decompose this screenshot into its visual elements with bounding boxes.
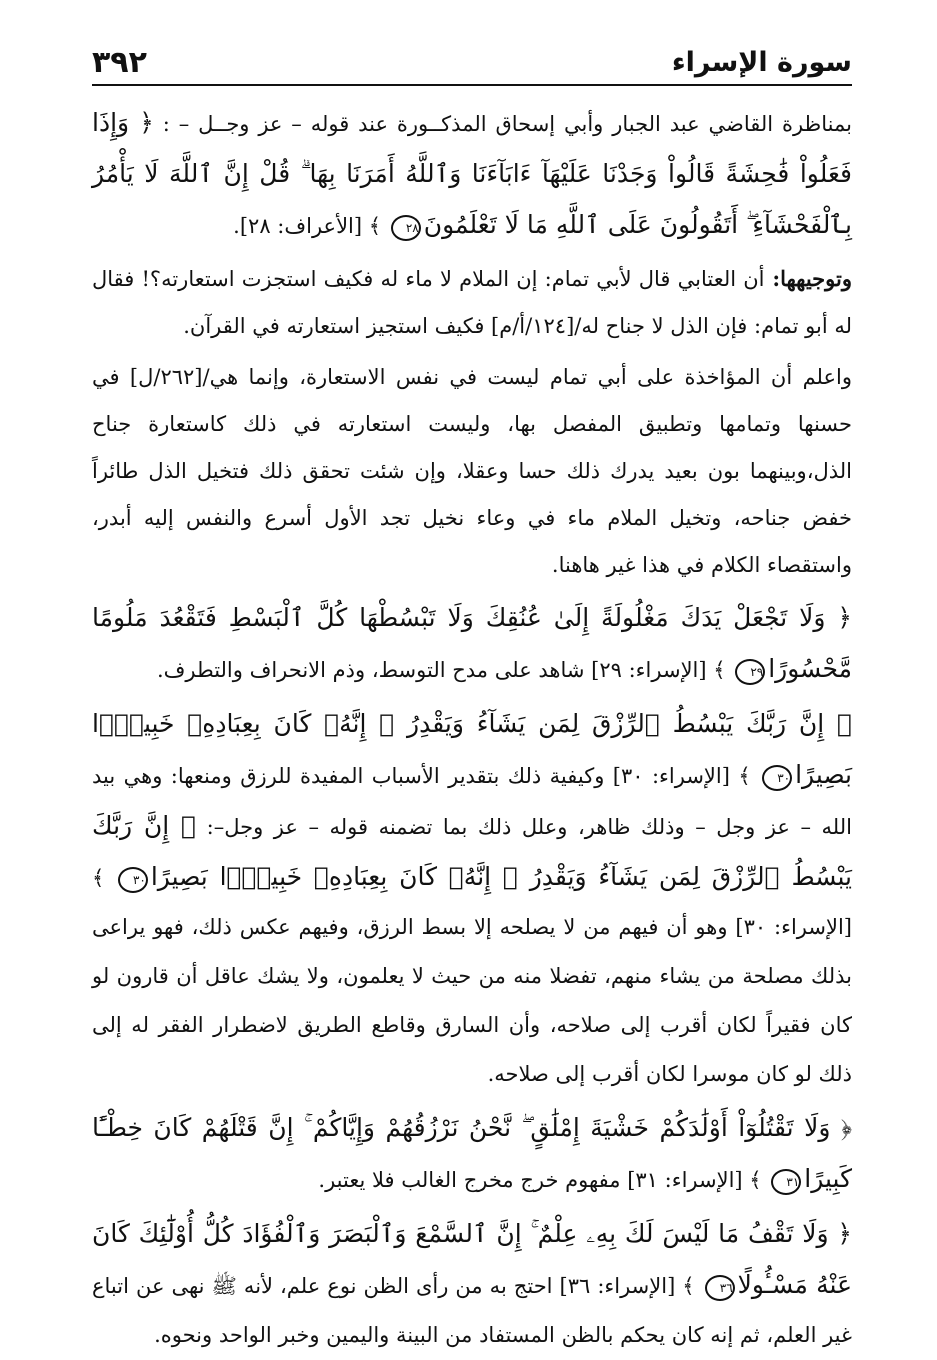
paragraph — [92, 699, 852, 1099]
paragraph — [92, 255, 852, 350]
header-rule — [92, 84, 852, 86]
quran-verse: ﴿ إِنَّ رَبَّكَ يَبْسُطُ ٱلرِّزْقَ لِمَن يَشَآءُ وَيَقْدِرُ ۚ إِنَّهُۥ كَانَ بِعِبَادِهِۦ خَبِيرًۢا بَصِيرًا — [92, 709, 852, 789]
commentary-text: ﴾ [الإسراء: ٣٦] احتج به من رأى الظن نوع علم، لأنه ﷺ نهى عن اتباع غير العلم، ثم إنه كان يحكم بالظن المستفاد من البينة واليمين وخبر الواحد ونحوه. — [92, 1274, 852, 1347]
quran-verse: ﴿ وَإِذَا فَعَلُواْ فَٰحِشَةً قَالُواْ وَجَدْنَا عَلَيْهَآ ءَابَآءَنَا وَٱللَّهُ أَمَرَنَا بِهَا ۗ قُلْ إِنَّ ٱللَّهَ لَا يَأْمُرُ بِٱلْفَحْشَآءِ ۖ أَتَقُولُونَ عَلَى ٱللَّهِ مَا لَا تَعْلَمُونَ — [92, 108, 852, 239]
page-number: ٣٩٢ — [92, 45, 147, 80]
paragraph — [92, 1209, 852, 1360]
ayah-number-marker: ٣١ — [771, 1169, 801, 1195]
commentary-text: بمناظرة القاضي عبد الجبار وأبي إسحاق المذكــورة عند قوله – عز وجــل – : — [153, 112, 852, 136]
commentary-text: أن العتابي قال لأبي تمام: إن الملام لا ماء له فكيف استجزت استعارته؟! فقال له أبو تمام: فإن الذل لا جناح له/[١٢٤/أ/م] فكيف استجيز استعارته في القرآن. — [92, 267, 852, 338]
ayah-number-marker: ٣٦ — [705, 1275, 735, 1301]
quran-verse: ﴿ إِنَّ رَبَّكَ يَبْسُطُ ٱلرِّزْقَ لِمَن يَشَآءُ وَيَقْدِرُ ۚ إِنَّهُۥ كَانَ بِعِبَادِهِۦ خَبِيرًۢا بَصِيرًا — [92, 811, 852, 891]
section-lead: وتوجيهها: — [764, 266, 852, 291]
quran-verse: ﴿ وَلَا تَقْفُ مَا لَيْسَ لَكَ بِهِۦ عِلْمٌ ۚ إِنَّ ٱلسَّمْعَ وَٱلْبَصَرَ وَٱلْفُؤَادَ كُلُّ أُوْلَٰٓئِكَ كَانَ عَنْهُ مَسْـُٔولًا — [92, 1219, 852, 1299]
paragraph — [92, 98, 852, 251]
commentary-text: واعلم أن المؤاخذة على أبي تمام ليست في نفس الاستعارة، وإنما هي/[٢٦٢/ل] في حسنها وتمامها وتطبيق المفصل بها، وليست استعارته في ذلك كاستعارة جناح الذل،وبينهما بون بعيد يدرك ذلك حسا وعقلا، وإن شئت تحقق ذلك فتخيل الذل طائراً خفض جناحه، وتخيل الملام ماء في وعاء نخيل تجد الأول أسرع والنفس إليه أبدر، واستقصاء الكلام في هذا غير هاهنا. — [92, 365, 852, 577]
paragraph — [92, 354, 852, 589]
page-body — [92, 98, 852, 1360]
surah-title: سورة الإسراء — [671, 47, 852, 78]
commentary-text: ﴾ [الإسراء: ٣٠] وهو أن فيهم من لا يصلحه إلا بسط الرزق، وفيهم عكس ذلك، فهو يراعى بذلك مصلحة من يشاء منهم، تفضلا منه من حيث لا يعلمون، ولا يشك عاقل أن قارون لو كان فقيراً لكان أقرب إلى صلاحه، وأن السارق وقاطع الطريق لاضطرار الفقر له إلى ذلك لو كان موسرا لكان أقرب إلى صلاحه. — [92, 866, 852, 1086]
quran-verse: ﴿ وَلَا تَقْتُلُوٓاْ أَوْلَٰدَكُمْ خَشْيَةَ إِمْلَٰقٍ ۖ نَّحْنُ نَرْزُقُهُمْ وَإِيَّاكُمْ ۚ إِنَّ قَتْلَهُمْ كَانَ خِطْـًٔا كَبِيرًا — [92, 1113, 852, 1193]
paragraph — [92, 1103, 852, 1205]
book-page — [92, 30, 852, 1347]
commentary-text: ﴾ [الأعراف: ٢٨]. — [233, 214, 388, 238]
ayah-number-marker: ٢٨ — [391, 215, 421, 241]
commentary-text: ﴾ [الإسراء: ٢٩] شاهد على مدح التوسط، وذم الانحراف والتطرف. — [156, 658, 733, 682]
paragraph — [92, 593, 852, 695]
commentary-text: ﴾ [الإسراء: ٣٠] وكيفية ذلك بتقدير الأسباب المفيدة للرزق ومنعها: وهي بيد الله – عز وجل – وذلك ظاهر، وعلل ذلك بما تضمنه قوله – عز وجل–: — [92, 764, 852, 839]
ayah-number-marker: ٣٠ — [118, 867, 148, 893]
quran-verse: ﴿ وَلَا تَجْعَلْ يَدَكَ مَغْلُولَةً إِلَىٰ عُنُقِكَ وَلَا تَبْسُطْهَا كُلَّ ٱلْبَسْطِ فَتَقْعُدَ مَلُومًا مَّحْسُورًا — [92, 603, 852, 683]
commentary-text: ﴾ [الإسراء: ٣١] مفهوم خرج مخرج الغالب فلا يعتبر. — [318, 1168, 769, 1192]
ayah-number-marker: ٣٠ — [762, 765, 792, 791]
ayah-number-marker: ٢٩ — [735, 659, 765, 685]
running-header — [92, 30, 852, 84]
